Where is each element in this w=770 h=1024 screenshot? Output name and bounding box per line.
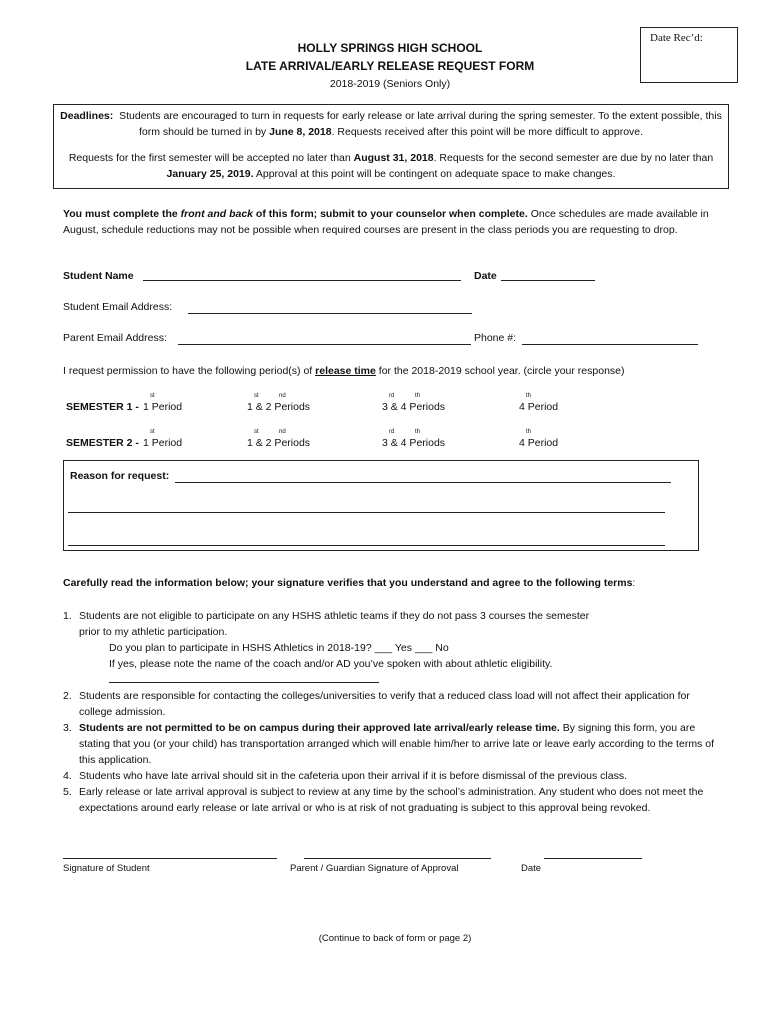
term-item-3 xyxy=(63,720,723,768)
ordinal-rd: rd xyxy=(389,393,395,399)
deadlines-paragraph-2 xyxy=(60,150,722,182)
school-name: HOLLY SPRINGS HIGH SCHOOL xyxy=(297,41,483,55)
reason-box xyxy=(63,460,699,551)
continue-note: (Continue to back of form or page 2) xyxy=(318,933,472,944)
deadlines-text: . Requests for the second semester are due by no later than xyxy=(433,152,714,164)
instructions-emphasis: front and back xyxy=(180,208,253,220)
instructions-bold: You must complete the xyxy=(63,208,181,220)
reason-line-1[interactable] xyxy=(175,482,671,483)
term-text: Early release or late arrival approval is subject to review at any time by the school’s administration. Any student who does not meet the expectations around early release or late arrival or who is at risk of not graduating is subject to this approval being revoked. xyxy=(79,786,704,814)
deadline-date: June 8, 2018 xyxy=(269,126,332,138)
date-field[interactable] xyxy=(501,280,595,281)
ordinal-nd: nd xyxy=(279,429,286,435)
date-label: Date xyxy=(474,270,497,282)
semester-1-option-3rd-4th-periods[interactable]: 3 & 4 Periods xyxy=(382,401,446,413)
form-title: LATE ARRIVAL/EARLY RELEASE REQUEST FORM xyxy=(245,59,535,73)
ordinal-st: st xyxy=(150,429,155,435)
ordinal-st: st xyxy=(150,393,155,399)
semester-1-row xyxy=(66,393,706,421)
parent-signature-label: Parent / Guardian Signature of Approval xyxy=(290,863,459,874)
date-received-label: Date Rec’d: xyxy=(650,32,703,44)
term-number: 3. xyxy=(63,722,72,734)
student-email-field[interactable] xyxy=(188,313,472,314)
term-number: 1. xyxy=(63,610,72,622)
term-number: 2. xyxy=(63,690,72,702)
semester-2-option-4th-period[interactable]: 4 Period xyxy=(519,437,559,449)
parent-signature-field[interactable] xyxy=(304,858,491,859)
athletics-note: If yes, please note the name of the coach and/or AD you’ve spoken with about athletic eligibility. xyxy=(109,658,553,670)
deadlines-text: Requests for the first semester will be accepted no later than xyxy=(68,152,354,164)
semester-1-option-1st-period[interactable]: 1 Period xyxy=(143,401,183,413)
term-item-5 xyxy=(63,784,723,816)
parent-email-field[interactable] xyxy=(178,344,471,345)
ordinal-th: th xyxy=(526,393,532,399)
phone-label: Phone #: xyxy=(474,332,517,344)
request-permission-text: I request permission to have the following period(s) of release time for the 2018-2019 school year. (circle your response) xyxy=(63,365,625,377)
ordinal-th: th xyxy=(415,393,421,399)
instructions xyxy=(63,206,713,238)
signature-date-field[interactable] xyxy=(544,858,642,859)
term-number: 4. xyxy=(63,770,72,782)
form-subtitle: 2018-2019 (Seniors Only) xyxy=(329,78,451,90)
ordinal-st: st xyxy=(254,393,259,399)
semester-1-option-4th-period[interactable]: 4 Period xyxy=(519,401,559,413)
parent-email-label: Parent Email Address: xyxy=(63,332,167,344)
ordinal-nd: nd xyxy=(279,393,286,399)
ordinal-th: th xyxy=(415,429,421,435)
ordinal-st: st xyxy=(254,429,259,435)
semester-2-option-1st-period[interactable]: 1 Period xyxy=(143,437,183,449)
student-name-field[interactable] xyxy=(143,280,461,281)
student-name-label: Student Name xyxy=(63,270,134,282)
semester-2-option-1st-2nd-periods[interactable]: 1 & 2 Periods xyxy=(247,437,311,449)
deadlines-text: Approval at this point will be contingent on adequate space to make changes. xyxy=(253,168,616,180)
semester-2-row xyxy=(66,429,706,457)
term-text: Students are not permitted to be on campus during their approved late arrival/early release time. By signing this form, you are stating that you (or your child) has transportation arranged which will enable him/her to arrive late or leave early according to the terms of this application. xyxy=(79,722,714,766)
ordinal-rd: rd xyxy=(389,429,395,435)
student-email-label: Student Email Address: xyxy=(63,301,173,313)
student-signature-field[interactable] xyxy=(63,858,277,859)
term-text: Students are responsible for contacting the colleges/universities to verify that a reduced class load will not affect their application for college admission. xyxy=(79,690,690,718)
deadlines-text: . Requests received after this point will be more difficult to approve. xyxy=(331,126,644,138)
term-number: 5. xyxy=(63,786,72,798)
reason-label: Reason for request: xyxy=(70,470,170,482)
deadline-date: August 31, 2018 xyxy=(353,152,434,164)
deadlines-box xyxy=(53,104,729,189)
deadlines-paragraph-1 xyxy=(60,108,722,140)
reason-line-2[interactable] xyxy=(68,512,665,513)
ordinal-th: th xyxy=(526,429,532,435)
release-time-emphasis: release time xyxy=(315,365,376,377)
signature-date-label: Date xyxy=(521,863,542,874)
student-signature-label: Signature of Student xyxy=(63,863,150,874)
term-text: Students who have late arrival should sit in the cafeteria upon their arrival if it is before dismissal of the previous class. xyxy=(79,770,628,782)
athletics-question: Do you plan to participate in HSHS Athletics in 2018-19? ___ Yes ___ No xyxy=(109,642,449,654)
term-item-4 xyxy=(63,768,723,784)
athletics-coach-line-row xyxy=(79,672,723,686)
term-item-2 xyxy=(63,688,723,720)
semester-2-label: SEMESTER 2 - xyxy=(66,437,139,449)
reason-line-3[interactable] xyxy=(68,545,665,546)
deadline-date: January 25, 2019. xyxy=(166,168,254,180)
date-received-box[interactable] xyxy=(640,27,738,83)
term-item-1 xyxy=(63,608,723,686)
deadlines-text: Students are encouraged to turn in requests for early release or late arrival during the spring semester. To the extent possible, this form should be turned in by xyxy=(119,110,722,138)
terms-heading: Carefully read the information below; your signature verifies that you understand and agree to the following terms: xyxy=(63,577,636,589)
terms-list xyxy=(63,608,723,816)
phone-field[interactable] xyxy=(522,344,698,345)
semester-1-label: SEMESTER 1 - xyxy=(66,401,139,413)
semester-1-option-1st-2nd-periods[interactable]: 1 & 2 Periods xyxy=(247,401,311,413)
semester-2-option-3rd-4th-periods[interactable]: 3 & 4 Periods xyxy=(382,437,446,449)
deadlines-label: Deadlines: xyxy=(60,110,114,122)
instructions-text: Once schedules are made available in August, schedule reductions may not be possible when required courses are present in the class periods you are requesting to drop. xyxy=(63,208,709,236)
athletics-coach-field[interactable] xyxy=(109,672,379,683)
instructions-bold: of this form; submit to your counselor when complete. xyxy=(253,208,528,220)
term-text: Students are not eligible to participate on any HSHS athletic teams if they do not pass 3 courses the semester prior to my athletic participation. xyxy=(79,610,590,638)
